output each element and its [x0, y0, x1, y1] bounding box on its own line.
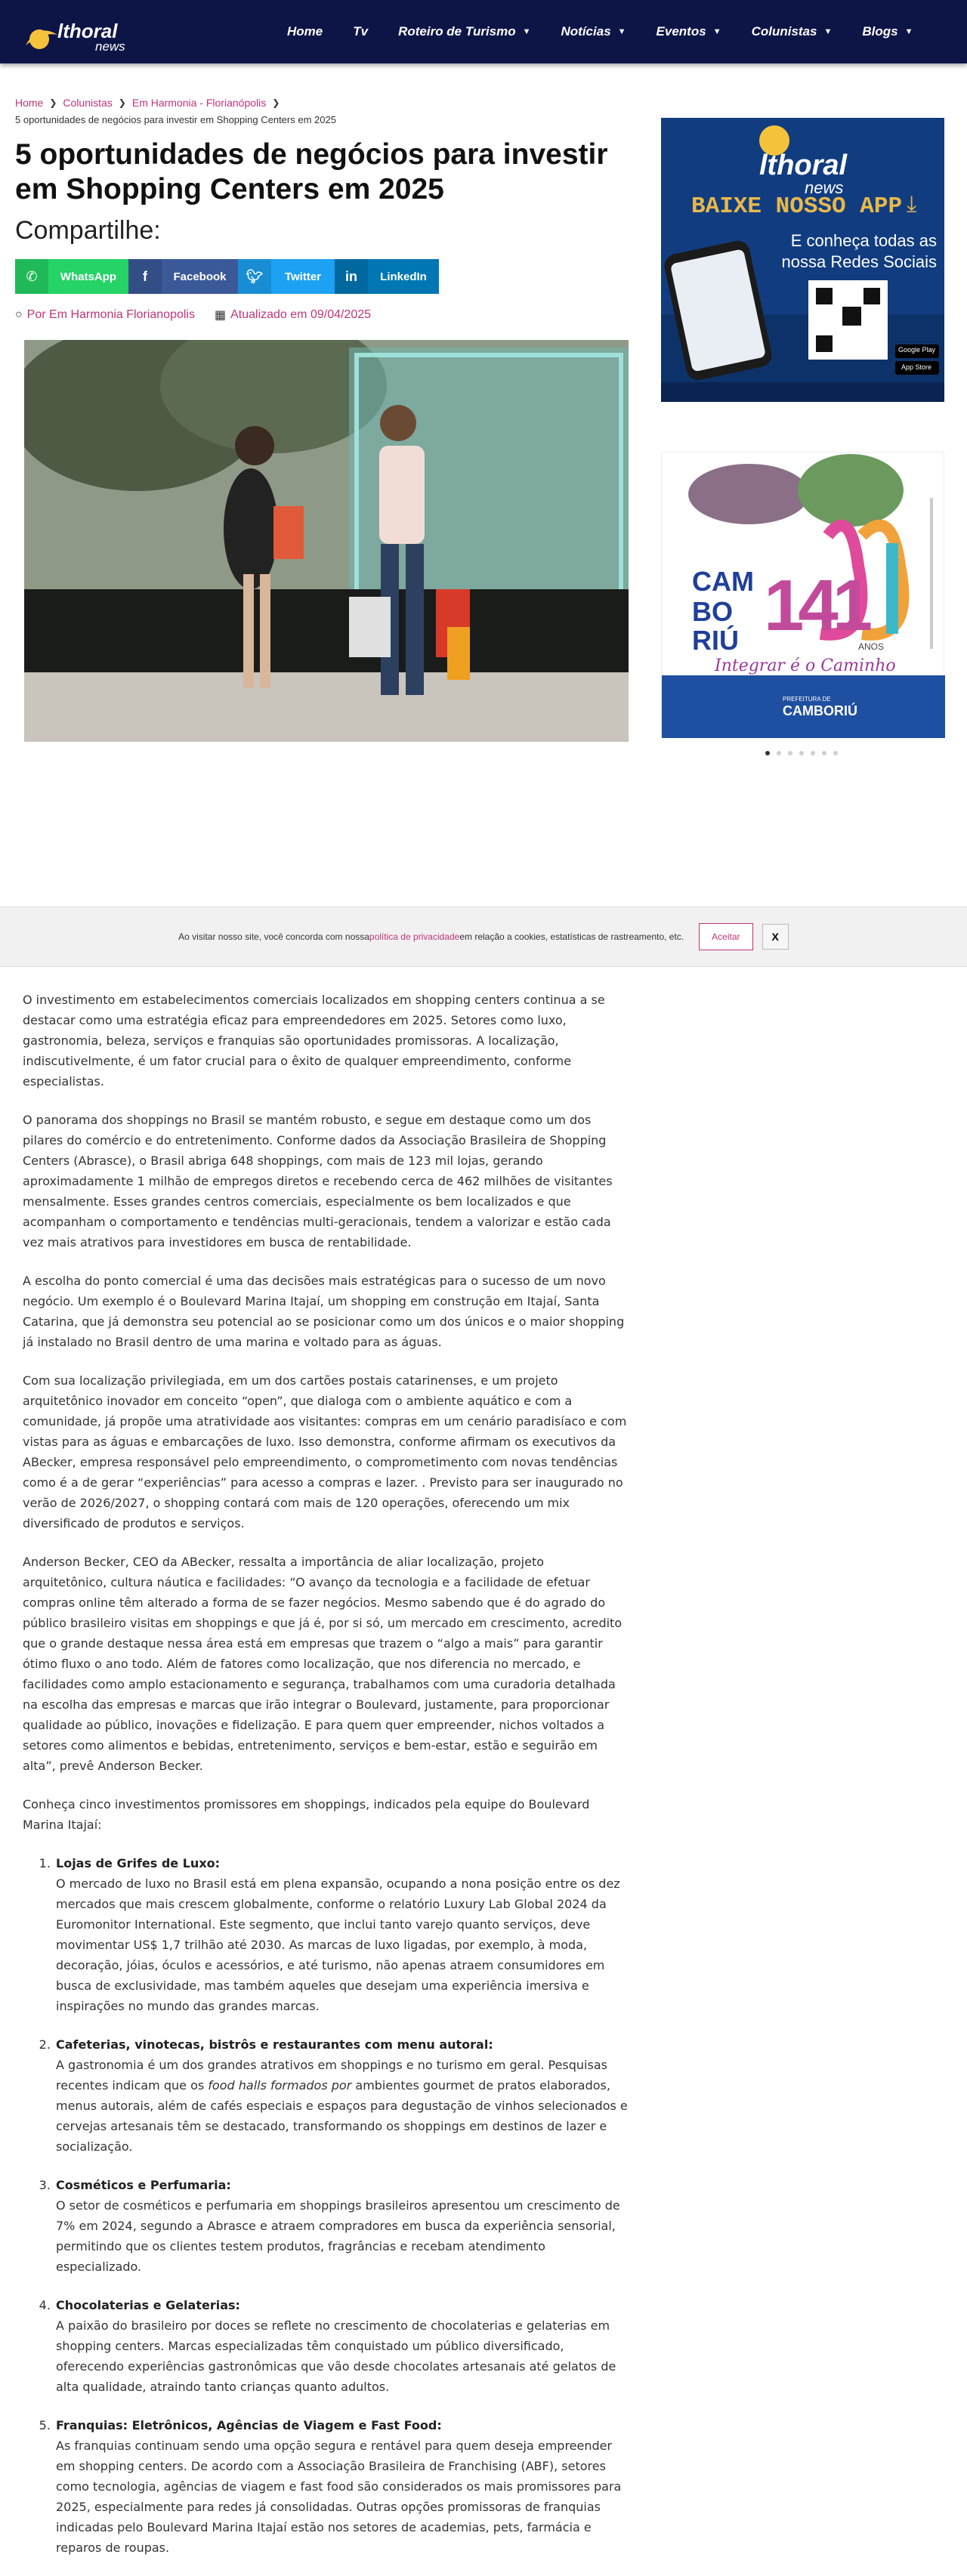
list-item-text: A gastronomia é um dos grandes atrativos em shoppings e no turismo em geral. Pesquisas recentes indicam que os — [56, 2058, 607, 2093]
list-item-text: O setor de cosméticos e perfumaria em shoppings brasileiros apresentou um crescimento de 7% em 2024, segundo a Abrasce e atraem compradores em busca da experiência sensorial, permitindo que os clientes testem produtos, fragrâncias e recebam atendimento especializado. — [56, 2198, 620, 2274]
nav-roteiro-turismo[interactable]: Roteiro de Turismo ▼ — [398, 24, 531, 39]
google-play-badge: Google Play — [898, 346, 936, 354]
list-item-title: Cosméticos e Perfumaria: — [56, 2178, 231, 2192]
app-download-banner[interactable] — [661, 118, 944, 402]
list-item — [54, 2415, 631, 2558]
list-item-text: ambientes gourmet de pratos elaborados, menus autorais, além de cafés especiais e espaços para degustação de vinhos selecionados e cervejas artesanais têm se destacado, transformando os shoppings em destinos de lazer e socialização. — [56, 2078, 628, 2154]
twitter-icon: 🐦︎ — [238, 259, 271, 294]
share-linkedin-label: LinkedIn — [380, 270, 427, 283]
carousel-dots — [765, 751, 838, 755]
ad-line2: nossa Redes Sociais — [781, 252, 937, 271]
carousel-dot[interactable] — [822, 751, 826, 755]
page-title: 5 oportunidades de negócios para investir em Shopping Centers em 2025 — [15, 138, 608, 205]
share-linkedin-button[interactable] — [335, 259, 439, 294]
ad-brand: lthoral — [759, 150, 848, 181]
share-whatsapp-button[interactable] — [15, 259, 128, 294]
share-facebook-button[interactable] — [128, 259, 238, 294]
list-item — [54, 1853, 631, 2016]
share-heading: Compartilhe: — [15, 216, 161, 245]
post-meta — [15, 307, 371, 323]
cookie-bar — [0, 907, 967, 967]
chevron-right-icon: ❯ — [49, 97, 57, 108]
camboriu-banner[interactable] — [661, 452, 944, 737]
logo-text: lthoral — [57, 20, 118, 42]
article-paragraph: Com sua localização privilegiada, em um dos cartões postais catarinenses, e um projeto arquitetônico inovador em conceito “open”, que dialoga com o ambiente aquático e com a comunidade, já propõe uma atratividade aos visitantes: compras em um cenário paradisíaco e com vistas para as águas e embarcações de luxo. Isso demonstra, conforme afirmam os executivos da ABecker, empresa responsável pelo empreendimento, o comprometimento com novas tendências como é a de gerar “experiências” para acesso a compras e lazer. . Previsto para ser inaugurado no verão de 2026/2027, o shopping contará com mais de 120 operações, oferecendo um mix diversificado de produtos e serviços. — [23, 1373, 627, 1530]
chevron-right-icon: ❯ — [272, 97, 280, 108]
breadcrumb — [15, 97, 286, 109]
investment-list — [23, 1853, 631, 2558]
share-facebook-label: Facebook — [173, 270, 227, 283]
article-paragraph: O panorama dos shoppings no Brasil se mantém robusto, e segue em destaque como um dos pilares do comércio e do entretenimento. Conforme dados da Associação Brasileira de Shopping Centers (Abrasce), o Brasil abriga 648 shoppings, com mais de 123 mil lojas, gerando aproximadamente 1 milhão de empregos diretos e recebendo cerca de 462 milhões de visitantes mensalmente. Esses grandes centros comerciais, especialmente os bem localizados e que acompanham o comportamento e tendências multi-geracionais, tendem a valorizar e estão cada vez mais atrativos para investidores em busca de rentabilidade. — [23, 1113, 613, 1249]
ad2-number: 141 — [764, 565, 867, 646]
nav-colunistas[interactable]: Colunistas ▼ — [751, 24, 833, 39]
chevron-down-icon: ▼ — [823, 27, 833, 36]
user-icon: ○ — [15, 308, 23, 321]
breadcrumb-colunistas[interactable]: Colunistas — [63, 97, 113, 109]
breadcrumb-current: 5 oportunidades de negócios para investir em Shopping Centers em 2025 — [15, 114, 336, 125]
main-nav — [272, 24, 928, 39]
cookie-close-button[interactable]: X — [762, 924, 789, 950]
chevron-down-icon: ▼ — [522, 27, 531, 36]
whatsapp-icon: ✆ — [15, 259, 48, 294]
ad2-footer-pre: PREFEITURA DE — [783, 696, 831, 703]
ad-brand-sub: news — [805, 178, 844, 197]
download-icon: ⤓ — [907, 192, 917, 217]
article-paragraph: Anderson Becker, CEO da ABecker, ressalta a importância de aliar localização, projeto arquitetônico, cultura náutica e facilidades: “O avanço da tecnologia e a facilidade de efetuar compras online têm alterado a forma de se fazer negócios. Mesmo sabendo que é do agrado do público brasileiro visitas em shoppings e que já é, por si só, um mercado em crescimento, acredito que o grande destaque nessa área está em empresas que trazem o “algo a mais” para garantir ótimo fluxo o ano todo. Além de fatores como localização, que nos diferencia no mercado, e facilidades como amplo estacionamento e segurança, trabalhamos com uma curadoria detalhada na escolha das empresas e marcas que irão integrar o Boulevard, justamente, para proporcionar qualidade ao público, inovações e fidelização. E para quem quer empreender, nichos voltados a setores como alimentos e bebidas, entretenimento, serviços e bem-estar, estão e seguirão em alta”, prevê Anderson Becker. — [23, 1555, 623, 1773]
chevron-down-icon: ▼ — [712, 27, 721, 36]
article-paragraph: O investimento em estabelecimentos comerciais localizados em shopping centers continua a se destacar como uma estratégia eficaz para empreendedores em 2025. Setores como luxo, gastronomia, beleza, serviços e franquias são oportunidades promissoras. A localização, indiscutivelmente, é um fator crucial para o êxito de qualquer empreendimento, conforme especialistas. — [23, 993, 605, 1089]
chevron-down-icon: ▼ — [904, 27, 913, 36]
hero-image — [24, 340, 629, 742]
share-twitter-label: Twitter — [284, 270, 322, 283]
ad2-anos: ANOS — [858, 641, 885, 652]
nav-tv[interactable]: Tv — [353, 24, 369, 39]
app-store-badge: App Store — [901, 363, 932, 371]
facebook-icon: f — [128, 259, 162, 294]
list-item-emphasis: food halls formados por — [208, 2078, 352, 2093]
cookie-text-after: em relação a cookies, estatísticas de rastreamento, etc. — [459, 931, 684, 942]
list-item-title: Chocolaterias e Gelaterias: — [56, 2298, 240, 2312]
list-item — [54, 2034, 631, 2157]
list-item-title: Cafeterias, vinotecas, bistrôs e restaurantes com menu autoral: — [56, 2037, 493, 2052]
list-item — [54, 2295, 631, 2397]
chevron-down-icon: ▼ — [617, 27, 626, 36]
carousel-dot[interactable] — [811, 751, 815, 755]
ad-headline: BAIXE NOSSO APP — [691, 193, 903, 220]
breadcrumb-home[interactable]: Home — [15, 97, 44, 109]
nav-home[interactable]: Home — [287, 24, 323, 39]
updated-date: Atualizado em 09/04/2025 — [230, 308, 372, 321]
privacy-policy-link[interactable]: política de privacidade — [369, 931, 460, 942]
carousel-dot[interactable] — [833, 751, 838, 755]
share-whatsapp-label: WhatsApp — [60, 270, 117, 283]
linkedin-icon: in — [335, 259, 368, 294]
list-item — [54, 2175, 631, 2277]
carousel-dot[interactable] — [788, 751, 792, 755]
article-paragraph: A escolha do ponto comercial é uma das decisões mais estratégicas para o sucesso de um novo negócio. Um exemplo é o Boulevard Marina Itajaí, um shopping em construção em Itajaí, Santa Catarina, que já demonstra seu potencial ao se posicionar como um dos únicos e o maior shopping já instalado no Brasil dentro de uma marina e voltado para as águas. — [23, 1274, 625, 1349]
cookie-accept-button[interactable]: Aceitar — [699, 923, 752, 950]
author-link[interactable]: Por Em Harmonia Florianopolis — [26, 308, 195, 321]
carousel-dot[interactable] — [799, 751, 804, 755]
article-paragraph: Conheça cinco investimentos promissores em shoppings, indicados pela equipe do Boulevard Marina Itajaí: — [23, 1797, 590, 1832]
ad2-footer: CAMBORIÚ — [783, 703, 857, 718]
chevron-right-icon: ❯ — [118, 97, 126, 108]
nav-noticias[interactable]: Notícias ▼ — [561, 24, 626, 39]
article-body — [23, 990, 631, 2576]
ad-line1: E conheça todas as — [790, 231, 937, 250]
site-logo[interactable] — [23, 9, 249, 54]
list-item-title: Franquias: Eletrônicos, Agências de Viagem e Fast Food: — [56, 2418, 442, 2432]
list-item-text: As franquias continuam sendo uma opção segura e rentável para quem deseja empreender em shopping centers. De acordo com a Associação Brasileira de Franchising (ABF), setores como tecnologia, agências de viagem e fast food são considerados os mais promissores para 2025, especialmente para redes já consolidadas. Outras opções promissoras de franquias indicadas pelo Boulevard Marina Itajaí estão nos setores de academias, pets, farmácia e reparos de roupas. — [56, 2439, 622, 2555]
ad2-city-1: CAM — [692, 566, 754, 597]
cookie-text-before: Ao visitar nosso site, você concorda com nossa — [178, 931, 369, 942]
share-twitter-button[interactable] — [238, 259, 335, 294]
list-item-text: A paixão do brasileiro por doces se reflete no crescimento de chocolaterias e gelaterias em shopping centers. Marcas especializadas têm conquistado um público diversificado, oferecendo experiências gastronômicas que vão desde chocolates artesanais até gelatos de alta qualidade, atraindo tanto crianças quanto adultos. — [56, 2318, 616, 2394]
logo-sub-text: news — [95, 39, 125, 54]
share-buttons — [15, 259, 439, 294]
nav-eventos[interactable]: Eventos ▼ — [656, 24, 721, 39]
list-item-title: Lojas de Grifes de Luxo: — [56, 1856, 221, 1870]
site-header — [0, 0, 967, 63]
ad2-city-2: BO — [692, 596, 733, 627]
carousel-dot[interactable] — [777, 751, 781, 755]
carousel-dot[interactable] — [765, 751, 770, 755]
calendar-icon: ▦ — [214, 309, 227, 322]
ad2-city-3: RIÚ — [692, 625, 739, 656]
ad2-slogan: Integrar é o Caminho — [715, 656, 896, 675]
breadcrumb-em-harmonia[interactable]: Em Harmonia - Florianópolis — [131, 97, 267, 109]
list-item-text: O mercado de luxo no Brasil está em plena expansão, ocupando a nona posição entre os dez mercados que mais crescem globalmente, conforme o relatório Luxury Lab Global 2024 da Euromonitor International. Este segmento, que inclui tanto varejo quanto serviços, deve movimentar US$ 1,7 trilhão até 2030. As marcas de luxo ligadas, por exemplo, à moda, decoração, jóias, óculos e acessórios, e até turismo, não apenas atraem consumidores em busca de exclusividade, mas também aqueles que desejam uma experiência imersiva e inspirações no mundo das grandes marcas. — [56, 1876, 620, 2013]
nav-blogs[interactable]: Blogs ▼ — [862, 24, 913, 39]
